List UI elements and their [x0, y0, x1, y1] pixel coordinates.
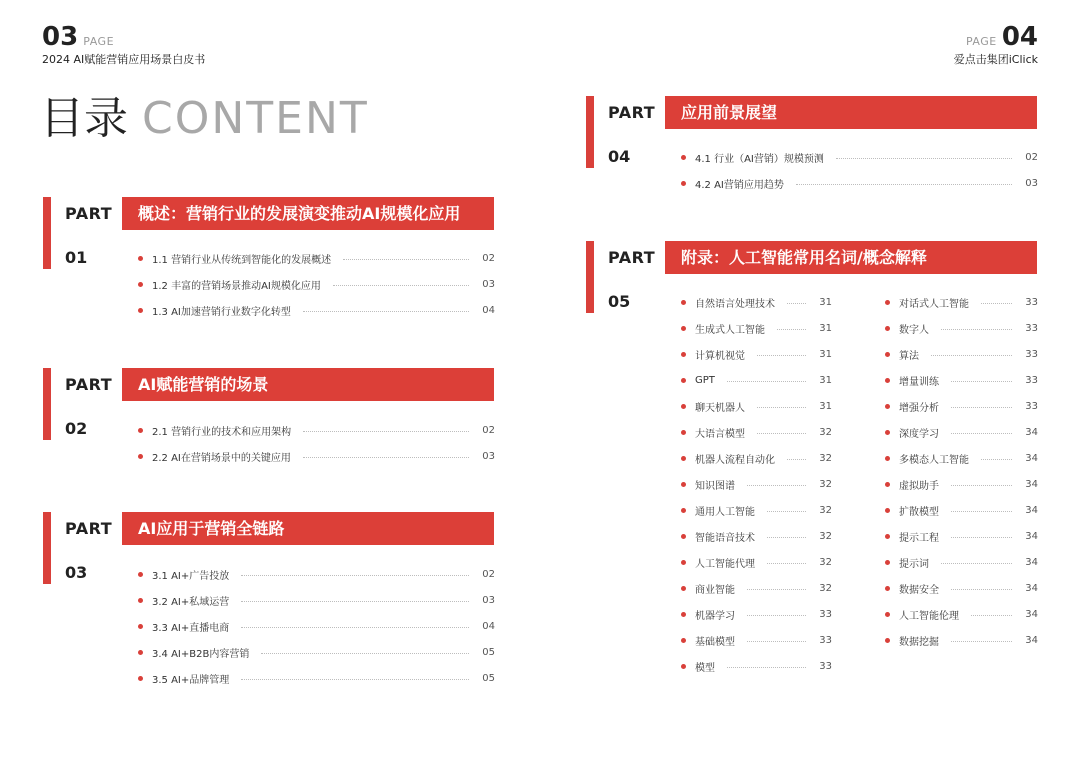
left-header-subtitle: 2024 AI赋能营销应用场景白皮书	[42, 53, 206, 66]
glossary-column-1	[681, 289, 832, 679]
toc-entry-page: 31	[819, 374, 832, 386]
bullet-dot-icon	[885, 326, 890, 331]
toc-entry-label: 1.3 AI加速营销行业数字化转型	[152, 306, 291, 318]
toc-entry-page: 33	[819, 608, 832, 620]
section-04-toc-list	[681, 144, 1038, 196]
dotted-leader	[787, 459, 806, 460]
page-title	[40, 93, 369, 144]
toc-entry[interactable]	[138, 245, 495, 271]
dotted-leader	[767, 563, 806, 564]
toc-entry[interactable]	[885, 341, 1038, 367]
toc-entry-page: 33	[1025, 348, 1038, 360]
toc-entry-label: 生成式人工智能	[695, 324, 765, 336]
bullet-dot-icon	[138, 282, 143, 287]
toc-entry-label: 商业智能	[695, 584, 735, 596]
toc-entry-label: 扩散模型	[899, 506, 939, 518]
section-02-part-label: PART	[65, 375, 113, 394]
glossary-column-2	[885, 289, 1038, 653]
toc-entry-page: 34	[1025, 634, 1038, 646]
bullet-dot-icon	[681, 378, 686, 383]
toc-entry[interactable]	[138, 587, 495, 613]
section-03-accent-bar	[43, 512, 51, 584]
toc-entry-label: 算法	[899, 350, 919, 362]
dotted-leader	[757, 433, 806, 434]
bullet-dot-icon	[885, 560, 890, 565]
bullet-dot-icon	[681, 404, 686, 409]
bullet-dot-icon	[885, 482, 890, 487]
toc-entry-page: 33	[1025, 374, 1038, 386]
toc-entry-page: 03	[482, 594, 495, 606]
toc-entry-label: 3.1 AI+广告投放	[152, 570, 230, 582]
toc-entry[interactable]	[681, 471, 832, 497]
toc-entry-page: 02	[1025, 151, 1038, 163]
toc-entry-label: 通用人工智能	[695, 506, 755, 518]
dotted-leader	[333, 285, 469, 286]
header-left	[42, 24, 205, 67]
toc-entry-page: 05	[482, 672, 495, 684]
bullet-dot-icon	[138, 676, 143, 681]
section-04-accent-bar	[586, 96, 594, 168]
dotted-leader	[941, 563, 1012, 564]
toc-entry-label: 提示工程	[899, 532, 939, 544]
dotted-leader	[836, 158, 1012, 159]
dotted-leader	[951, 589, 1012, 590]
toc-entry[interactable]	[681, 445, 832, 471]
section-03-part-number: 03	[65, 563, 88, 582]
bullet-dot-icon	[681, 300, 686, 305]
dotted-leader	[343, 259, 469, 260]
left-page-number: 03	[42, 22, 79, 52]
right-page-label: PAGE	[965, 35, 997, 48]
toc-entry-page: 34	[1025, 582, 1038, 594]
toc-entry[interactable]	[885, 471, 1038, 497]
bullet-dot-icon	[681, 612, 686, 617]
bullet-dot-icon	[885, 456, 890, 461]
toc-entry-label: 聊天机器人	[695, 402, 745, 414]
title-cn: 目录	[40, 93, 128, 144]
bullet-dot-icon	[681, 352, 686, 357]
toc-entry[interactable]	[885, 289, 1038, 315]
dotted-leader	[767, 537, 806, 538]
toc-entry[interactable]	[885, 367, 1038, 393]
bullet-dot-icon	[885, 404, 890, 409]
toc-entry-label: 2.2 AI在营销场景中的关键应用	[152, 452, 291, 464]
section-05-title-banner: 附录：人工智能常用名词/概念解释	[665, 241, 1037, 274]
toc-entry-label: 增强分析	[899, 402, 939, 414]
toc-entry[interactable]	[681, 653, 832, 679]
bullet-dot-icon	[681, 181, 686, 186]
toc-entry[interactable]	[681, 601, 832, 627]
toc-entry-page: 34	[1025, 452, 1038, 464]
toc-entry-page: 31	[819, 322, 832, 334]
toc-entry-page: 32	[819, 426, 832, 438]
dotted-leader	[787, 303, 806, 304]
toc-entry-page: 34	[1025, 504, 1038, 516]
dotted-leader	[747, 589, 806, 590]
toc-entry-page: 33	[1025, 400, 1038, 412]
toc-entry-label: 3.5 AI+品牌管理	[152, 674, 230, 686]
toc-entry-label: 机器人流程自动化	[695, 454, 775, 466]
toc-entry-page: 33	[1025, 322, 1038, 334]
dotted-leader	[767, 511, 806, 512]
toc-entry[interactable]	[138, 639, 495, 665]
toc-entry-page: 02	[482, 568, 495, 580]
bullet-dot-icon	[885, 508, 890, 513]
section-01-part-label: PART	[65, 204, 113, 223]
bullet-dot-icon	[681, 560, 686, 565]
dotted-leader	[951, 641, 1012, 642]
toc-entry-label: 数据挖掘	[899, 636, 939, 648]
toc-entry-page: 33	[1025, 296, 1038, 308]
dotted-leader	[981, 459, 1012, 460]
toc-entry-page: 32	[819, 582, 832, 594]
dotted-leader	[951, 511, 1012, 512]
dotted-leader	[951, 537, 1012, 538]
toc-entry-label: 自然语言处理技术	[695, 298, 775, 310]
toc-entry-label: 人工智能代理	[695, 558, 755, 570]
toc-entry-page: 03	[482, 278, 495, 290]
toc-entry[interactable]	[681, 497, 832, 523]
bullet-dot-icon	[681, 482, 686, 487]
toc-entry-label: 知识图谱	[695, 480, 735, 492]
toc-entry[interactable]	[681, 367, 832, 393]
toc-entry[interactable]	[681, 341, 832, 367]
toc-entry-label: 计算机视觉	[695, 350, 745, 362]
bullet-dot-icon	[885, 586, 890, 591]
title-en: CONTENT	[142, 93, 369, 144]
toc-entry-label: 大语言模型	[695, 428, 745, 440]
section-05-accent-bar	[586, 241, 594, 313]
dotted-leader	[241, 601, 469, 602]
dotted-leader	[261, 653, 469, 654]
toc-entry[interactable]	[885, 549, 1038, 575]
toc-entry-page: 32	[819, 504, 832, 516]
bullet-dot-icon	[681, 326, 686, 331]
toc-entry[interactable]	[138, 613, 495, 639]
section-03-part-label: PART	[65, 519, 113, 538]
section-05-part-number: 05	[608, 292, 631, 311]
toc-entry[interactable]	[681, 144, 1038, 170]
toc-entry-label: 1.2 丰富的营销场景推动AI规模化应用	[152, 280, 321, 292]
toc-entry[interactable]	[681, 393, 832, 419]
toc-entry[interactable]	[138, 443, 495, 469]
bullet-dot-icon	[885, 612, 890, 617]
dotted-leader	[241, 679, 469, 680]
toc-entry-page: 31	[819, 348, 832, 360]
toc-entry-label: 1.1 营销行业从传统到智能化的发展概述	[152, 254, 332, 266]
toc-entry-label: 机器学习	[695, 610, 735, 622]
toc-entry-page: 32	[819, 556, 832, 568]
toc-entry[interactable]	[885, 575, 1038, 601]
toc-entry-page: 31	[819, 296, 832, 308]
dotted-leader	[747, 615, 806, 616]
toc-entry-label: 4.2 AI营销应用趋势	[695, 179, 784, 191]
bullet-dot-icon	[681, 430, 686, 435]
toc-entry[interactable]	[681, 289, 832, 315]
dotted-leader	[303, 431, 469, 432]
toc-entry-label: 智能语音技术	[695, 532, 755, 544]
toc-entry-page: 34	[1025, 556, 1038, 568]
toc-entry[interactable]	[681, 419, 832, 445]
toc-entry-label: 对话式人工智能	[899, 298, 969, 310]
dotted-leader	[951, 407, 1012, 408]
toc-entry-label: 数据安全	[899, 584, 939, 596]
toc-entry-page: 31	[819, 400, 832, 412]
toc-entry[interactable]	[681, 315, 832, 341]
section-02-title-banner: AI赋能营销的场景	[122, 368, 494, 401]
toc-entry-page: 34	[1025, 426, 1038, 438]
toc-entry-label: 模型	[695, 662, 715, 674]
toc-entry-page: 02	[482, 252, 495, 264]
dotted-leader	[796, 184, 1012, 185]
toc-entry-label: 基础模型	[695, 636, 735, 648]
section-04-part-number: 04	[608, 147, 631, 166]
bullet-dot-icon	[681, 534, 686, 539]
bullet-dot-icon	[885, 352, 890, 357]
bullet-dot-icon	[138, 650, 143, 655]
toc-entry[interactable]	[138, 561, 495, 587]
toc-entry[interactable]	[885, 627, 1038, 653]
toc-entry-page: 03	[482, 450, 495, 462]
toc-entry[interactable]	[885, 393, 1038, 419]
toc-entry[interactable]	[138, 417, 495, 443]
dotted-leader	[727, 667, 806, 668]
dotted-leader	[951, 485, 1012, 486]
bullet-dot-icon	[681, 508, 686, 513]
bullet-dot-icon	[138, 256, 143, 261]
toc-entry-label: GPT	[695, 374, 715, 386]
toc-entry[interactable]	[681, 627, 832, 653]
bullet-dot-icon	[138, 308, 143, 313]
dotted-leader	[303, 457, 469, 458]
toc-entry-page: 03	[1025, 177, 1038, 189]
dotted-leader	[777, 329, 806, 330]
section-01-accent-bar	[43, 197, 51, 269]
dotted-leader	[981, 303, 1012, 304]
toc-entry-page: 34	[1025, 478, 1038, 490]
bullet-dot-icon	[885, 638, 890, 643]
toc-entry-label: 深度学习	[899, 428, 939, 440]
section-04-title-banner: 应用前景展望	[665, 96, 1037, 129]
toc-entry[interactable]	[885, 523, 1038, 549]
toc-entry-page: 34	[1025, 608, 1038, 620]
toc-entry-page: 33	[819, 660, 832, 672]
bullet-dot-icon	[681, 456, 686, 461]
dotted-leader	[971, 615, 1012, 616]
toc-entry-page: 04	[482, 620, 495, 632]
left-page-label: PAGE	[83, 35, 115, 48]
dotted-leader	[747, 485, 806, 486]
bullet-dot-icon	[885, 430, 890, 435]
bullet-dot-icon	[138, 454, 143, 459]
toc-entry[interactable]	[138, 297, 495, 323]
bullet-dot-icon	[138, 598, 143, 603]
dotted-leader	[757, 355, 806, 356]
section-01-title-banner: 概述：营销行业的发展演变推动AI规模化应用	[122, 197, 494, 230]
bullet-dot-icon	[885, 378, 890, 383]
bullet-dot-icon	[681, 586, 686, 591]
toc-entry[interactable]	[138, 271, 495, 297]
bullet-dot-icon	[885, 300, 890, 305]
toc-entry-label: 增量训练	[899, 376, 939, 388]
dotted-leader	[727, 381, 806, 382]
section-01-part-number: 01	[65, 248, 88, 267]
right-header-subtitle: 爱点击集团iClick	[953, 53, 1038, 66]
toc-entry-page: 33	[819, 634, 832, 646]
bullet-dot-icon	[138, 428, 143, 433]
toc-entry-page: 05	[482, 646, 495, 658]
toc-entry[interactable]	[681, 549, 832, 575]
section-03-title-banner: AI应用于营销全链路	[122, 512, 494, 545]
toc-entry-page: 32	[819, 478, 832, 490]
toc-entry-label: 2.1 营销行业的技术和应用架构	[152, 426, 292, 438]
section-02-part-number: 02	[65, 419, 88, 438]
bullet-dot-icon	[885, 534, 890, 539]
toc-entry[interactable]	[681, 523, 832, 549]
toc-entry[interactable]	[681, 170, 1038, 196]
dotted-leader	[951, 433, 1012, 434]
dotted-leader	[241, 575, 469, 576]
toc-entry-label: 多模态人工智能	[899, 454, 969, 466]
toc-entry-label: 3.3 AI+直播电商	[152, 622, 230, 634]
toc-entry[interactable]	[138, 665, 495, 691]
toc-entry-label: 3.4 AI+B2B内容营销	[152, 648, 250, 660]
dotted-leader	[931, 355, 1012, 356]
toc-entry-page: 04	[482, 304, 495, 316]
dotted-leader	[241, 627, 469, 628]
toc-entry-page: 02	[482, 424, 495, 436]
bullet-dot-icon	[681, 155, 686, 160]
toc-entry-label: 数字人	[899, 324, 929, 336]
section-02-toc-list	[138, 417, 495, 469]
section-04-part-label: PART	[608, 103, 656, 122]
section-02-accent-bar	[43, 368, 51, 440]
toc-entry[interactable]	[885, 445, 1038, 471]
section-03-toc-list	[138, 561, 495, 691]
bullet-dot-icon	[681, 664, 686, 669]
toc-entry[interactable]	[885, 419, 1038, 445]
toc-entry-label: 4.1 行业（AI营销）规模预测	[695, 153, 824, 165]
section-01-toc-list	[138, 245, 495, 323]
header-right	[954, 24, 1038, 67]
toc-entry-label: 人工智能伦理	[899, 610, 959, 622]
dotted-leader	[747, 641, 806, 642]
toc-entry-page: 32	[819, 530, 832, 542]
dotted-leader	[303, 311, 469, 312]
toc-entry-page: 34	[1025, 530, 1038, 542]
dotted-leader	[941, 329, 1012, 330]
right-page-number: 04	[1001, 22, 1038, 52]
dotted-leader	[757, 407, 806, 408]
bullet-dot-icon	[138, 572, 143, 577]
dotted-leader	[951, 381, 1012, 382]
toc-entry[interactable]	[885, 497, 1038, 523]
toc-entry-label: 虚拟助手	[899, 480, 939, 492]
bullet-dot-icon	[138, 624, 143, 629]
toc-entry[interactable]	[681, 575, 832, 601]
toc-entry-label: 提示词	[899, 558, 929, 570]
section-05-part-label: PART	[608, 248, 656, 267]
toc-entry[interactable]	[885, 601, 1038, 627]
toc-entry-label: 3.2 AI+私域运营	[152, 596, 230, 608]
bullet-dot-icon	[681, 638, 686, 643]
toc-entry[interactable]	[885, 315, 1038, 341]
toc-entry-page: 32	[819, 452, 832, 464]
